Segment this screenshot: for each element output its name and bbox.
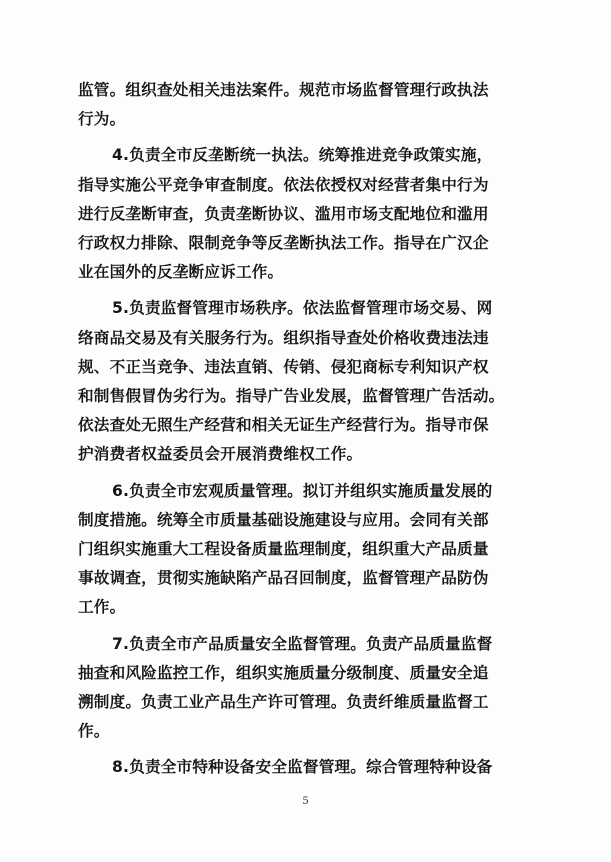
text-line: 制度措施。统筹全市质量基础设施建设与应用。会同有关部 bbox=[78, 510, 489, 529]
text-line: 进行反垄断审查，负责垄断协议、滥用市场支配地位和滥用 bbox=[78, 204, 489, 223]
text-line: 5.负责监督管理市场秩序。依法监督管理市场交易、网 bbox=[112, 299, 493, 318]
text-line: 7.负责全市产品质量安全监督管理。负责产品质量监督 bbox=[112, 634, 493, 653]
text-line: 规、不正当竞争、违法直销、传销、侵犯商标专利知识产权 bbox=[78, 357, 489, 376]
text-line: 4.负责全市反垄断统一执法。统筹推进竞争政策实施， bbox=[112, 146, 493, 165]
paragraph-item-7 bbox=[78, 630, 518, 747]
page-number: 5 bbox=[302, 796, 309, 807]
paragraph-continuation bbox=[78, 76, 518, 134]
text-line: 8.负责全市特种设备安全监督管理。综合管理特种设备 bbox=[112, 758, 493, 777]
text-line: 监管。组织查处相关违法案件。规范市场监督管理行政执法 bbox=[78, 81, 489, 99]
text-line: 和制售假冒伪劣行为。指导广告业发展，监督管理广告活动。 bbox=[78, 387, 505, 406]
text-line: 行政权力排除、限制竞争等反垄断执法工作。指导在广汉企 bbox=[78, 234, 489, 253]
paragraph-item-6 bbox=[78, 477, 518, 623]
text-line: 络商品交易及有关服务行为。组织指导查处价格收费违法违 bbox=[78, 328, 489, 347]
text-line: 指导实施公平竞争审查制度。依法依授权对经营者集中行为 bbox=[78, 175, 489, 194]
paragraph-item-4 bbox=[78, 141, 518, 287]
text-line: 行为。 bbox=[78, 110, 126, 129]
text-line: 事故调查，贯彻实施缺陷产品召回制度，监督管理产品防伪 bbox=[78, 569, 489, 588]
document-body bbox=[78, 76, 518, 790]
text-line: 溯制度。负责工业产品生产许可管理。负责纤维质量监督工 bbox=[78, 693, 489, 712]
paragraph-item-8 bbox=[78, 753, 518, 782]
text-line: 6.负责全市宏观质量管理。拟订并组织实施质量发展的 bbox=[112, 481, 493, 500]
text-line: 依法查处无照生产经营和相关无证生产经营行为。指导市保 bbox=[78, 416, 489, 435]
text-line: 护消费者权益委员会开展消费维权工作。 bbox=[78, 445, 363, 464]
text-line: 工作。 bbox=[78, 598, 126, 617]
paragraph-item-5 bbox=[78, 294, 518, 469]
text-line: 业在国外的反垄断应诉工作。 bbox=[78, 263, 284, 282]
text-line: 抽查和风险监控工作，组织实施质量分级制度、质量安全追 bbox=[78, 663, 489, 682]
text-line: 作。 bbox=[78, 722, 110, 741]
text-line: 门组织实施重大工程设备质量监理制度，组织重大产品质量 bbox=[78, 540, 489, 559]
